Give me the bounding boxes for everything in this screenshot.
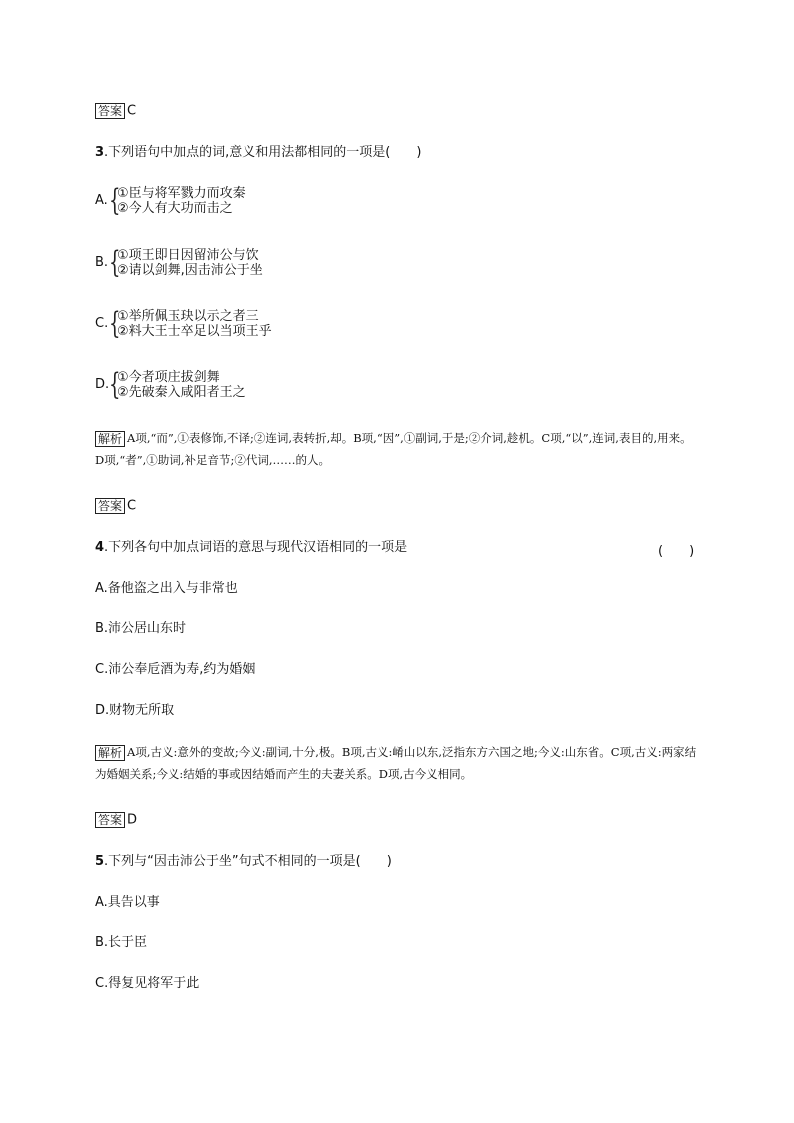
option-line-2: ②先破秦入咸阳者王之 [117, 385, 246, 400]
q5-option-c: C.得复见将军于此 [95, 976, 200, 991]
brace-icon: { [109, 183, 121, 218]
explain-label: 解析 [95, 745, 125, 761]
q3-answer [95, 498, 136, 515]
question-number: 4 [95, 540, 105, 555]
question-5 [95, 854, 392, 870]
option-line-1: ①今者项庄拔剑舞 [117, 370, 220, 385]
q4-option-b: B.沛公居山东时 [95, 621, 187, 636]
answer-value: D [127, 812, 138, 828]
option-letter: B. [95, 255, 109, 270]
option-line-2: ②今人有大功而击之 [117, 201, 233, 216]
brace-icon: { [109, 367, 121, 402]
answer-paren: ( ) [658, 544, 695, 559]
q4-option-c: C.沛公奉卮酒为寿,约为婚姻 [95, 662, 256, 677]
option-letter: A. [95, 193, 108, 208]
option-letter: D. [95, 377, 110, 392]
question-number: 5 [95, 854, 105, 869]
question-text: .下列各句中加点词语的意思与现代汉语相同的一项是 [104, 540, 408, 555]
explanation-text: A项,古义:意外的变故;今义:副词,十分,极。B项,古义:崤山以东,泛指东方六国之地;今义:山东省。C项,古义:两家结为婚姻关系;今义:结婚的事或因结婚而产生的夫妻关系。D项,古今义相同。 [95, 745, 697, 781]
option-line-2: ②请以剑舞,因击沛公于坐 [117, 263, 263, 278]
q5-option-a: A.具告以事 [95, 895, 160, 910]
q4-answer [95, 812, 137, 829]
q5-option-b: B.长于臣 [95, 935, 148, 950]
brace-icon: { [109, 245, 121, 280]
option-line-2: ②料大王士卒足以当项王乎 [117, 324, 272, 339]
brace-icon: { [109, 306, 121, 341]
option-letter: C. [95, 316, 109, 331]
answer-label: 答案 [95, 103, 125, 119]
answer-value: C [127, 498, 137, 514]
answer-label: 答案 [95, 812, 125, 828]
question-text: .下列语句中加点的词,意义和用法都相同的一项是( ) [104, 145, 422, 160]
answer-label: 答案 [95, 498, 125, 514]
option-line-1: ①项王即日因留沛公与饮 [117, 248, 259, 263]
question-text: .下列与“因击沛公于坐”句式不相同的一项是( ) [104, 854, 392, 869]
answer-value: C [127, 103, 137, 119]
explanation-text: A项,“而”,①表修饰,不译;②连词,表转折,却。B项,“因”,①副词,于是;②介词,趁机。C项,“以”,连词,表目的,用来。D项,“者”,①助词,补足音节;②代词,……的人。 [95, 431, 692, 467]
question-3 [95, 145, 421, 161]
q4-explanation [95, 741, 700, 785]
q4-option-a: A.备他盗之出入与非常也 [95, 581, 238, 596]
question-4 [95, 540, 407, 556]
q3-explanation [95, 427, 700, 471]
option-line-1: ①臣与将军戮力而攻秦 [117, 186, 246, 201]
question-number: 3 [95, 145, 105, 160]
answer-prev [95, 103, 136, 120]
option-line-1: ①举所佩玉玦以示之者三 [117, 309, 259, 324]
explain-label: 解析 [95, 431, 125, 447]
q4-option-d: D.财物无所取 [95, 703, 175, 718]
